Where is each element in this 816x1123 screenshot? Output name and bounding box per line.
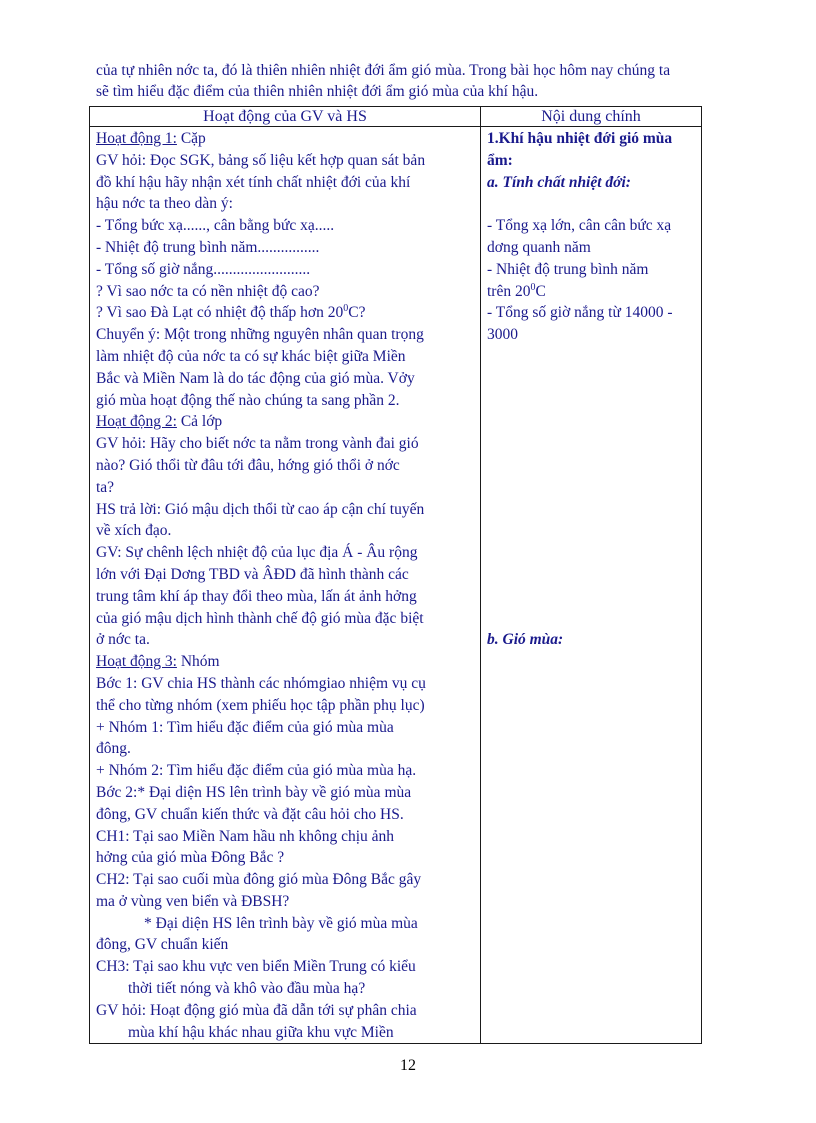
superscript: 0 — [530, 281, 536, 293]
text-line: đông, GV chuẩn kiến thức và đặt câu hỏi cho HS. — [96, 805, 404, 823]
text-line: mùa khí hậu khác nhau giữa khu vực Miền — [128, 1023, 394, 1041]
text-line: CH1: Tại sao Miền Nam hầu nh không chịu ảnh — [96, 827, 395, 845]
superscript: 0 — [343, 303, 349, 315]
spacer — [487, 346, 695, 629]
text-line: trung tâm khí áp thay đổi theo mùa, lấn át ảnh hởng — [96, 587, 417, 605]
intro-paragraph — [96, 60, 756, 102]
activity-1-heading — [96, 128, 474, 150]
table-body-row — [90, 127, 702, 1044]
activities-cell — [90, 127, 481, 1044]
subsection-a-title: a. Tính chất nhiệt đới: — [487, 173, 631, 191]
text-line: ma ở vùng ven biển và ĐBSH? — [96, 892, 290, 910]
text-line: đồ khí hậu hãy nhận xét tính chất nhiệt đới của khí — [96, 173, 411, 191]
text-line: * Đại diện HS lên trình bày về gió mùa mùa — [144, 914, 418, 932]
text-line: ? Vì sao nớc ta có nền nhiệt độ cao? — [96, 282, 320, 300]
text-part: C — [535, 282, 546, 300]
text-line: hởng của gió mùa Đông Bắc ? — [96, 849, 285, 867]
text-line: - Tổng số giờ nắng......................... — [96, 260, 311, 278]
activity-1-type: Cặp — [176, 130, 206, 147]
text-line: + Nhóm 1: Tìm hiểu đặc điểm của gió mùa mùa — [96, 718, 394, 736]
text-part: ? Vì sao Đà Lạt có nhiệt độ thấp hơn 20 — [96, 304, 344, 322]
text-line: đông. — [96, 740, 131, 758]
text-line: CH3: Tại sao khu vực ven biển Miền Trung có kiểu — [96, 958, 416, 976]
spacer — [487, 193, 695, 215]
text-line: đông, GV chuẩn kiến — [96, 936, 229, 954]
text-line — [96, 302, 474, 324]
text-line: GV hỏi: Đọc SGK, bảng số liệu kết hợp quan sát bản — [96, 151, 426, 169]
text-line: GV hỏi: Hãy cho biết nớc ta nằm trong vành đai gió — [96, 435, 419, 453]
section-1-title-cont: ẩm: — [487, 151, 513, 169]
text-line: - Nhiệt độ trung bình năm................ — [96, 238, 320, 256]
text-line: GV: Sự chênh lệch nhiệt độ của lục địa Á - Âu rộng — [96, 544, 418, 562]
text-line: gió mùa hoạt động thế nào chúng ta sang phần 2. — [96, 391, 400, 409]
activity-2-type: Cả lớp — [176, 413, 223, 431]
text-line: + Nhóm 2: Tìm hiểu đặc điểm của gió mùa mùa hạ. — [96, 762, 417, 780]
text-line: dơng quanh năm — [487, 238, 591, 256]
table-header-row — [90, 107, 702, 127]
activity-2-heading — [96, 411, 474, 433]
activity-3-label: Hoạt động 3: — [96, 653, 177, 671]
text-line: hậu nớc ta theo dàn ý: — [96, 195, 233, 213]
header-main-content: Nội dung chính — [481, 107, 702, 127]
activity-3-heading — [96, 651, 474, 673]
activity-2-label: Hoạt động 2: — [96, 413, 177, 431]
text-line: làm nhiệt độ của nớc ta có sự khác biệt giữa Miền — [96, 347, 406, 365]
text-line: thời tiết nóng và khô vào đầu mùa hạ? — [128, 980, 366, 998]
text-line: 3000 — [487, 326, 518, 344]
text-line: GV hỏi: Hoạt động gió mùa đã dẫn tới sự phân chia — [96, 1001, 417, 1019]
text-line: Bắc và Miền Nam là do tác động của gió mùa. Vởy — [96, 369, 415, 387]
text-line: - Nhiệt độ trung bình năm — [487, 260, 649, 278]
text-line: của gió mậu dịch hình thành chế độ gió mùa đặc biệt — [96, 609, 424, 627]
text-line: ở nớc ta. — [96, 631, 150, 649]
text-line — [487, 281, 695, 303]
subsection-b-title: b. Gió mùa: — [487, 630, 564, 648]
text-line: lớn với Đại Dơng TBD và ÂĐD đã hình thành các — [96, 565, 409, 583]
text-line: nào? Gió thổi từ đâu tới đâu, hớng gió thổi ở nớc — [96, 456, 400, 474]
header-activities: Hoạt động của GV và HS — [90, 107, 481, 127]
section-1-title: 1.Khí hậu nhiệt đới gió mùa — [487, 130, 673, 147]
text-line: Bớc 1: GV chia HS thành các nhómgiao nhiệm vụ cụ — [96, 674, 426, 692]
text-line: - Tổng số giờ nắng từ 14000 - — [487, 304, 673, 322]
text-line: Bớc 2:* Đại diện HS lên trình bày về gió mùa mùa — [96, 783, 412, 801]
activity-1-label: Hoạt động 1: — [96, 130, 177, 147]
intro-line-2: sẽ tìm hiểu đặc điểm của thiên nhiên nhiệt đới ẩm gió mùa của khí hậu. — [96, 83, 539, 100]
text-line: - Tổng bức xạ......, cân bằng bức xạ..... — [96, 217, 335, 235]
text-line: thể cho từng nhóm (xem phiếu học tập phần phụ lục) — [96, 696, 425, 714]
intro-line-1: của tự nhiên nớc ta, đó là thiên nhiên nhiệt đới ẩm gió mùa. Trong bài học hôm nay chúng ta — [96, 62, 671, 79]
text-line: ta? — [96, 478, 115, 496]
text-line: - Tổng xạ lớn, cân cân bức xạ — [487, 217, 672, 235]
text-line: HS trả lời: Gió mậu dịch thổi từ cao áp cận chí tuyến — [96, 500, 425, 518]
text-part: trên 20 — [487, 282, 531, 300]
text-line: Chuyển ý: Một trong những nguyên nhân quan trọng — [96, 326, 424, 344]
lesson-table — [89, 106, 702, 1044]
page-number: 12 — [400, 1057, 416, 1074]
main-content-cell — [481, 127, 702, 1044]
text-part: C? — [348, 304, 366, 322]
text-line: CH2: Tại sao cuối mùa đông gió mùa Đông Bắc gây — [96, 871, 422, 889]
activity-3-type: Nhóm — [176, 653, 220, 671]
text-line: về xích đạo. — [96, 522, 172, 540]
